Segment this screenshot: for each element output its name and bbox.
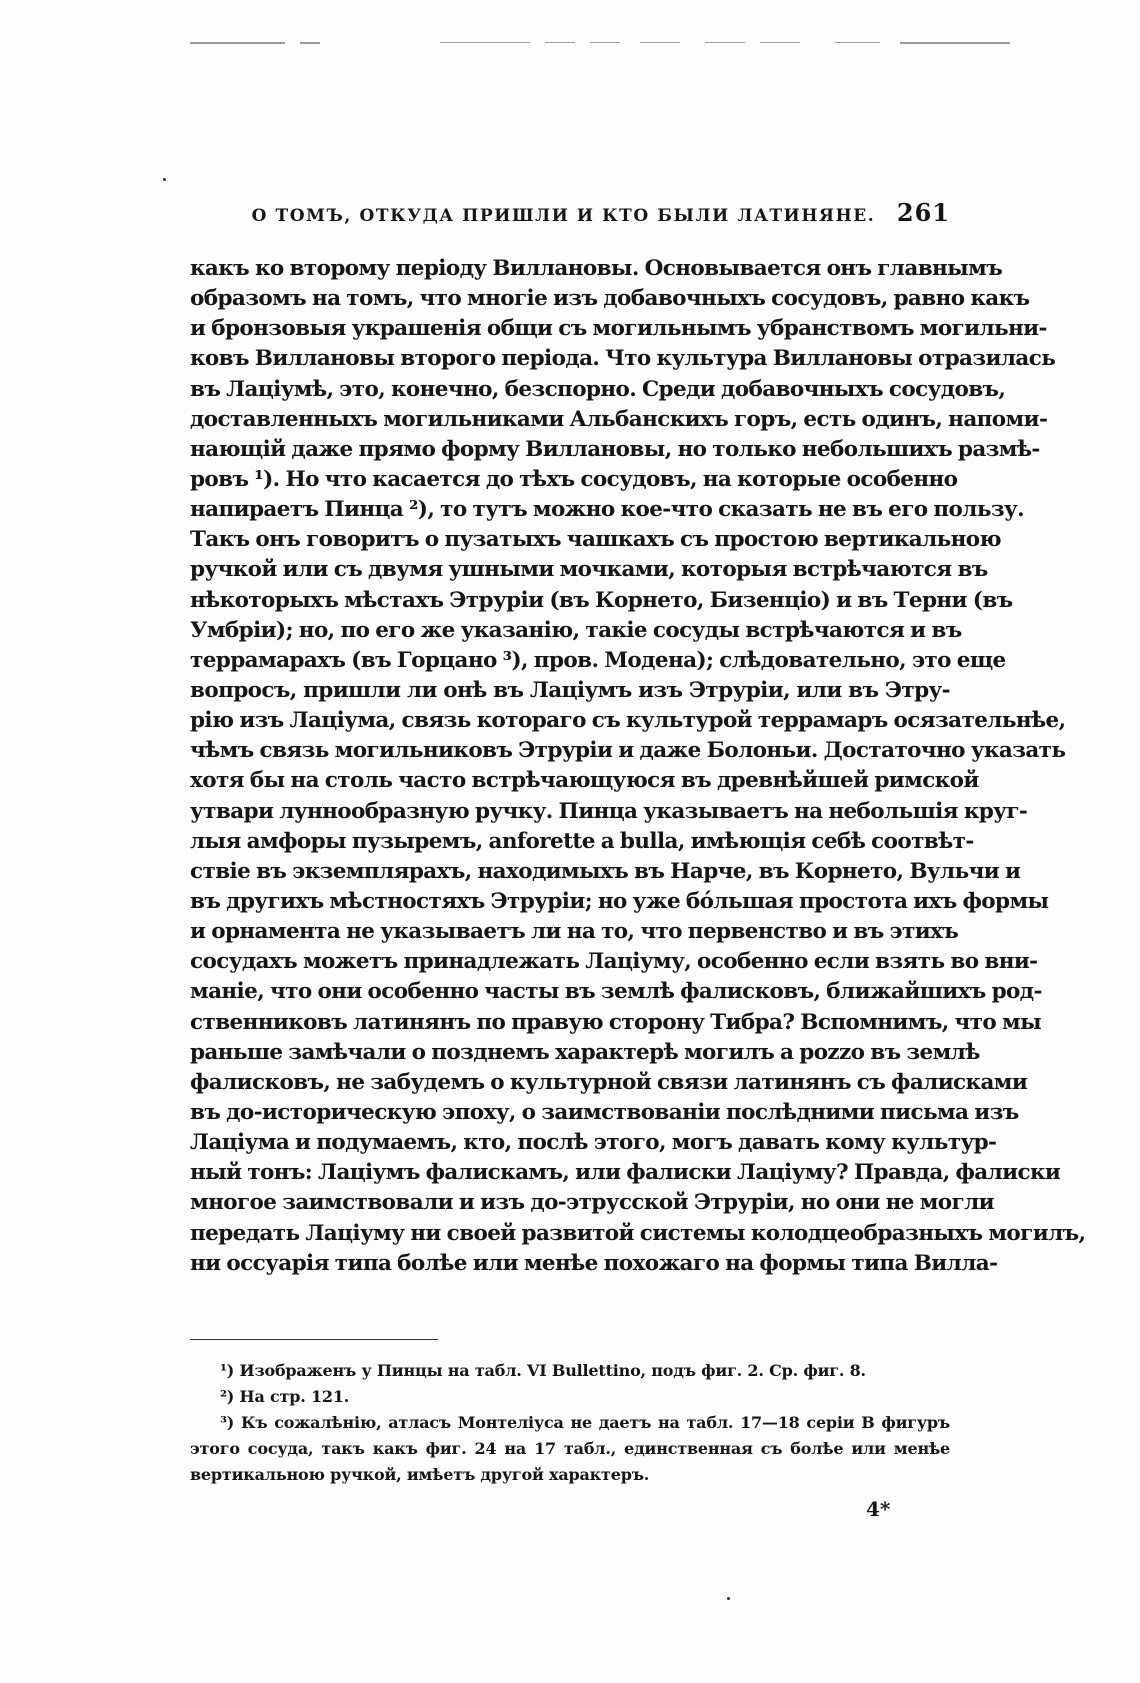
body-line: рію изъ Лаціума, связь котораго съ культурой террамаръ осязательнѣе, bbox=[190, 708, 1066, 734]
body-line: Такъ онъ говоритъ о пузатыхъ чашкахъ съ простою вертикальною bbox=[190, 527, 1001, 553]
scan-artifact-rule bbox=[705, 42, 745, 43]
body-line: ни оссуарія типа болѣе или менѣе похожаго на формы типа Вилла- bbox=[190, 1250, 998, 1276]
scan-artifact-rule bbox=[300, 42, 320, 44]
body-line: ручкой или съ двумя ушными мочками, которыя встрѣчаются въ bbox=[190, 557, 988, 583]
body-line: утвари луннообразную ручку. Пинца указываетъ на небольшія круг- bbox=[190, 798, 1028, 824]
body-line: ковъ Виллановы второго періода. Что культура Виллановы отразилась bbox=[190, 346, 1056, 372]
footnote-1: ¹) Изображенъ у Пинцы на табл. VI Bullettino, подъ фиг. 2. Ср. фиг. 8. bbox=[220, 1361, 866, 1380]
page-number: 261 bbox=[896, 198, 950, 227]
scan-speck bbox=[163, 178, 166, 181]
body-line: чѣмъ связь могильниковъ Этруріи и даже Болоньи. Достаточно указать bbox=[190, 738, 1066, 764]
running-head: О ТОМЪ, ОТКУДА ПРИШЛИ И КТО БЫЛИ ЛАТИНЯНЕ. bbox=[251, 206, 876, 226]
body-line: маніе, что они особенно часты въ землѣ фалисковъ, ближайшихъ род- bbox=[190, 979, 1042, 1005]
body-line: вопросъ, пришли ли онѣ въ Лаціумъ изъ Этруріи, или въ Этру- bbox=[190, 677, 950, 703]
scan-artifact-rule bbox=[545, 42, 575, 43]
scan-artifact-rule bbox=[900, 42, 1010, 44]
body-line: напираетъ Пинца ²), то тутъ можно кое-что сказать не въ его пользу. bbox=[190, 497, 1025, 523]
body-line: ствіе въ экземплярахъ, находимыхъ въ Нарче, въ Корнето, Вульчи и bbox=[190, 858, 1021, 884]
footnote-2: ²) На стр. 121. bbox=[220, 1387, 350, 1406]
scan-artifact-rule bbox=[760, 42, 800, 43]
body-line: Лаціума и подумаемъ, кто, послѣ этого, могъ давать кому культур- bbox=[190, 1130, 997, 1156]
body-line: террамарахъ (въ Горцано ³), пров. Модена); слѣдовательно, это еще bbox=[190, 647, 1006, 673]
body-line: образомъ на томъ, что многіе изъ добавочныхъ сосудовъ, равно какъ bbox=[190, 286, 1030, 312]
scan-artifact-rule bbox=[835, 42, 880, 43]
body-line: лыя амфоры пузыремъ, anforette a bulla, имѣющія себѣ соотвѣт- bbox=[190, 828, 974, 854]
scan-artifact-rule bbox=[190, 42, 285, 44]
scan-speck bbox=[727, 1597, 730, 1600]
body-line: передать Лаціуму ни своей развитой системы колодцеобразныхъ могилъ, bbox=[190, 1220, 1086, 1246]
body-line: сосудахъ можетъ принадлежать Лаціуму, особенно если взять во вни- bbox=[190, 949, 1038, 975]
body-text bbox=[190, 254, 1086, 1279]
scan-artifact-rule bbox=[640, 42, 680, 43]
footnote-3-line-2: этого сосуда, такъ какъ фиг. 24 на 17 табл., единственная съ болѣе или менѣе bbox=[190, 1439, 950, 1458]
body-line: въ Лаціумѣ, это, конечно, безспорно. Среди добавочныхъ сосудовъ, bbox=[190, 376, 1006, 402]
body-line: ный тонъ: Лаціумъ фалискамъ, или фалиски Лаціуму? Правда, фалиски bbox=[190, 1160, 1061, 1186]
body-line: ровъ ¹). Но что касается до тѣхъ сосудовъ, на которые особенно bbox=[190, 466, 958, 492]
body-line: фалисковъ, не забудемъ о культурной связи латинянъ съ фалисками bbox=[190, 1069, 1028, 1095]
scan-artifact-rule bbox=[590, 42, 620, 43]
body-line: многое заимствовали и изъ до-этрусской Этруріи, но они не могли bbox=[190, 1190, 995, 1216]
footnotes bbox=[190, 1358, 950, 1488]
body-line: ственниковъ латинянъ по правую сторону Тибра? Вспомнимъ, что мы bbox=[190, 1009, 1042, 1035]
footnote-divider bbox=[190, 1339, 438, 1340]
body-line: нающій даже прямо форму Виллановы, но только небольшихъ размѣ- bbox=[190, 436, 1040, 462]
body-line: Умбріи); но, по его же указанію, такіе сосуды встрѣчаются и въ bbox=[190, 617, 962, 643]
body-line: раньше замѣчали о позднемъ характерѣ могилъ a pozzo въ землѣ bbox=[190, 1039, 980, 1065]
printer-signature-mark: 4* bbox=[866, 1497, 891, 1521]
body-line: и орнамента не указываетъ ли на то, что первенство и въ этихъ bbox=[190, 919, 959, 945]
body-line: какъ ко второму періоду Виллановы. Основывается онъ главнымъ bbox=[190, 256, 1003, 281]
body-line: въ другихъ мѣстностяхъ Этруріи; но уже бо́льшая простота ихъ формы bbox=[190, 888, 1049, 914]
body-line: хотя бы на столь часто встрѣчающуюся въ древнѣйшей римской bbox=[190, 768, 979, 794]
body-line: доставленныхъ могильниками Альбанскихъ горъ, есть одинъ, напоми- bbox=[190, 406, 1048, 432]
body-line: въ до-историческую эпоху, о заимствованіи послѣдними письма изъ bbox=[190, 1099, 1019, 1125]
page-header bbox=[190, 198, 950, 234]
footnote-3-line-1: ³) Къ сожалѣнію, атласъ Монтеліуса не даетъ на табл. 17—18 серіи В фигуръ bbox=[220, 1413, 950, 1432]
body-line: нѣкоторыхъ мѣстахъ Этруріи (въ Корнето, Бизенціо) и въ Терни (въ bbox=[190, 587, 1013, 613]
footnote-3-line-3: вертикальною ручкой, имѣетъ другой характеръ. bbox=[190, 1465, 650, 1484]
scan-artifact-rule bbox=[440, 42, 530, 43]
body-line: и бронзовыя украшенія общи съ могильнымъ убранствомъ могильни- bbox=[190, 316, 1047, 342]
